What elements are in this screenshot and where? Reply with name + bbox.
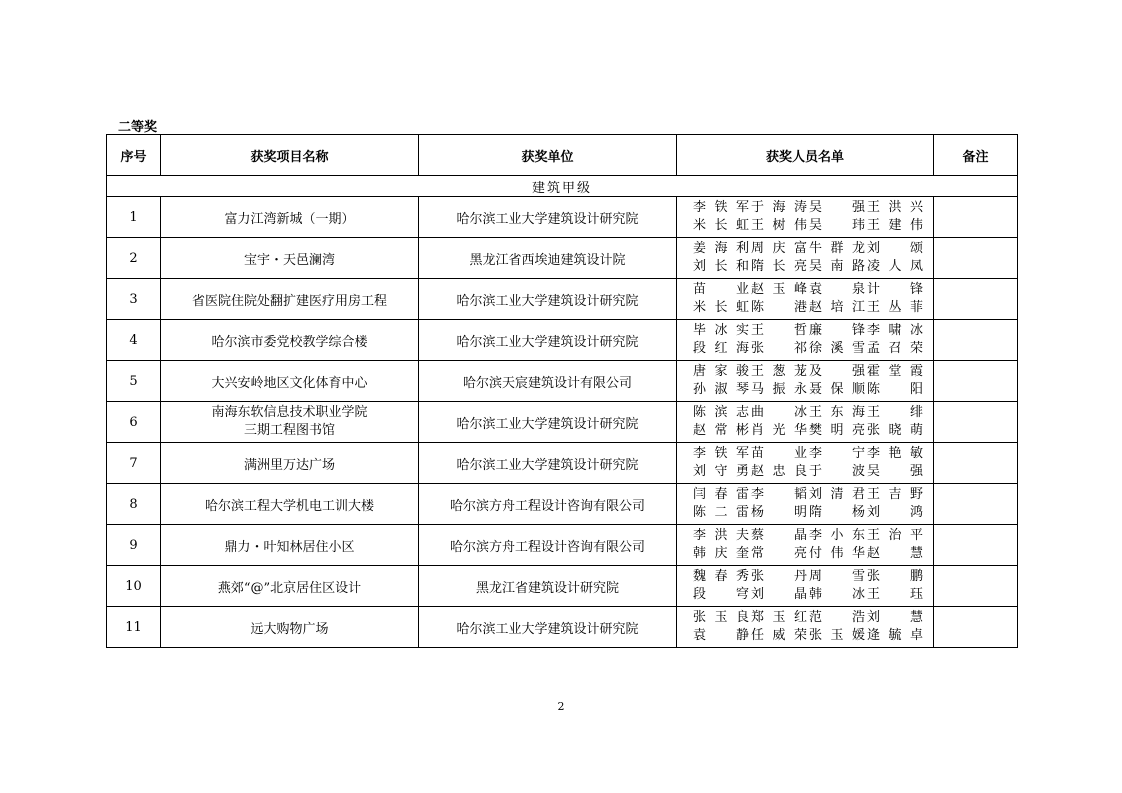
row-index: 6 bbox=[107, 402, 161, 443]
person-name: 李铁军 bbox=[693, 200, 749, 215]
person-name: 赵 慧 bbox=[867, 546, 923, 561]
person-name: 苗 业 bbox=[693, 282, 749, 297]
person-name: 范 浩 bbox=[809, 610, 865, 625]
person-name: 毕冰实 bbox=[693, 323, 749, 338]
person-name: 王治平 bbox=[867, 528, 923, 543]
row-note bbox=[934, 361, 1018, 402]
table-row bbox=[107, 361, 1018, 402]
person-name: 韩 冰 bbox=[809, 587, 865, 602]
award-people bbox=[677, 197, 934, 238]
person-name: 张 丹 bbox=[751, 569, 807, 584]
table-row bbox=[107, 320, 1018, 361]
row-index: 9 bbox=[107, 525, 161, 566]
person-name: 王葱茏 bbox=[751, 364, 807, 379]
row-index: 7 bbox=[107, 443, 161, 484]
person-name: 段红海 bbox=[693, 341, 749, 356]
person-name: 马振永 bbox=[751, 382, 807, 397]
person-name: 于 波 bbox=[809, 464, 865, 479]
person-name: 李 韬 bbox=[751, 487, 807, 502]
award-people bbox=[677, 525, 934, 566]
table-row bbox=[107, 279, 1018, 320]
person-name: 王吉野 bbox=[867, 487, 923, 502]
person-name: 聂保顺 bbox=[809, 382, 865, 397]
person-name: 隋 杨 bbox=[809, 505, 865, 520]
table-header-row bbox=[107, 135, 1018, 176]
person-name: 王建伟 bbox=[867, 218, 923, 233]
row-note bbox=[934, 607, 1018, 648]
table-row bbox=[107, 197, 1018, 238]
award-unit: 哈尔滨工业大学建筑设计研究院 bbox=[419, 279, 677, 320]
person-name: 李小东 bbox=[809, 528, 865, 543]
award-unit: 哈尔滨工业大学建筑设计研究院 bbox=[419, 402, 677, 443]
header-note: 备注 bbox=[934, 135, 1018, 176]
project-name bbox=[161, 566, 419, 607]
person-name: 徐溪雪 bbox=[809, 341, 865, 356]
person-name: 于海涛 bbox=[751, 200, 807, 215]
award-unit: 黑龙江省建筑设计研究院 bbox=[419, 566, 677, 607]
row-note bbox=[934, 566, 1018, 607]
award-unit: 哈尔滨工业大学建筑设计研究院 bbox=[419, 320, 677, 361]
project-name bbox=[161, 320, 419, 361]
person-name: 袁 静 bbox=[693, 628, 749, 643]
award-people bbox=[677, 361, 934, 402]
person-name: 逄毓卓 bbox=[867, 628, 923, 643]
person-name: 张 鹏 bbox=[867, 569, 923, 584]
award-unit: 哈尔滨工业大学建筑设计研究院 bbox=[419, 197, 677, 238]
table-row bbox=[107, 238, 1018, 279]
person-name: 魏春秀 bbox=[693, 569, 749, 584]
person-name: 王 哲 bbox=[751, 323, 807, 338]
section-heading: 二等奖 bbox=[118, 120, 158, 135]
header-index: 序号 bbox=[107, 135, 161, 176]
person-name: 计 锋 bbox=[867, 282, 923, 297]
person-name: 王 珏 bbox=[867, 587, 923, 602]
project-name-line: 远大购物广场 bbox=[250, 621, 329, 637]
table-row bbox=[107, 607, 1018, 648]
table-row bbox=[107, 525, 1018, 566]
person-name: 刘 慧 bbox=[867, 610, 923, 625]
row-index: 3 bbox=[107, 279, 161, 320]
award-unit: 哈尔滨天宸建筑设计有限公司 bbox=[419, 361, 677, 402]
person-name: 凌人凤 bbox=[867, 259, 923, 274]
person-name: 刘 鸿 bbox=[867, 505, 923, 520]
person-name: 赵玉峰 bbox=[751, 282, 807, 297]
row-index: 2 bbox=[107, 238, 161, 279]
person-name: 唐家骏 bbox=[693, 364, 749, 379]
person-name: 王丛菲 bbox=[867, 300, 923, 315]
project-name bbox=[161, 361, 419, 402]
person-name: 付伟华 bbox=[809, 546, 865, 561]
person-name: 吴 玮 bbox=[809, 218, 865, 233]
person-name: 常 亮 bbox=[751, 546, 807, 561]
row-index: 11 bbox=[107, 607, 161, 648]
person-name: 刘 颂 bbox=[867, 241, 923, 256]
award-people bbox=[677, 402, 934, 443]
person-name: 闫春雷 bbox=[693, 487, 749, 502]
award-people bbox=[677, 320, 934, 361]
project-name bbox=[161, 279, 419, 320]
person-name: 周 雪 bbox=[809, 569, 865, 584]
person-name: 刘守勇 bbox=[693, 464, 749, 479]
table-row bbox=[107, 566, 1018, 607]
person-name: 吴 强 bbox=[867, 464, 923, 479]
award-unit: 哈尔滨方舟工程设计咨询有限公司 bbox=[419, 484, 677, 525]
award-unit: 哈尔滨工业大学建筑设计研究院 bbox=[419, 607, 677, 648]
person-name: 刘 晶 bbox=[751, 587, 807, 602]
person-name: 廉 锋 bbox=[809, 323, 865, 338]
award-unit: 哈尔滨方舟工程设计咨询有限公司 bbox=[419, 525, 677, 566]
category-label: 建筑甲级 bbox=[107, 176, 1018, 197]
person-name: 李啸冰 bbox=[867, 323, 923, 338]
person-name: 杨 明 bbox=[751, 505, 807, 520]
row-note bbox=[934, 197, 1018, 238]
person-name: 陈 港 bbox=[751, 300, 807, 315]
project-name-line: 哈尔滨市委党校教学综合楼 bbox=[211, 334, 368, 350]
person-name: 王洪兴 bbox=[867, 200, 923, 215]
person-name: 孙淑琴 bbox=[693, 382, 749, 397]
row-index: 4 bbox=[107, 320, 161, 361]
award-unit: 哈尔滨工业大学建筑设计研究院 bbox=[419, 443, 677, 484]
person-name: 陈滨志 bbox=[693, 405, 749, 420]
person-name: 王树伟 bbox=[751, 218, 807, 233]
row-note bbox=[934, 238, 1018, 279]
person-name: 陈 阳 bbox=[867, 382, 923, 397]
person-name: 吴南路 bbox=[809, 259, 865, 274]
table-row bbox=[107, 402, 1018, 443]
person-name: 赵常彬 bbox=[693, 423, 749, 438]
person-name: 吴 强 bbox=[809, 200, 865, 215]
award-people bbox=[677, 484, 934, 525]
person-name: 米长虹 bbox=[693, 218, 749, 233]
person-name: 王 绯 bbox=[867, 405, 923, 420]
row-index: 1 bbox=[107, 197, 161, 238]
person-name: 任威荣 bbox=[751, 628, 807, 643]
row-note bbox=[934, 402, 1018, 443]
project-name-line: 宝宇・天邑澜湾 bbox=[243, 252, 335, 268]
project-name bbox=[161, 443, 419, 484]
row-note bbox=[934, 320, 1018, 361]
project-name-line: 富力江湾新城（一期） bbox=[224, 211, 355, 227]
award-people bbox=[677, 238, 934, 279]
project-name-line: 满洲里万达广场 bbox=[243, 457, 335, 473]
row-note bbox=[934, 443, 1018, 484]
person-name: 霍堂霞 bbox=[867, 364, 923, 379]
person-name: 李洪夫 bbox=[693, 528, 749, 543]
person-name: 刘长和 bbox=[693, 259, 749, 274]
person-name: 赵忠良 bbox=[751, 464, 807, 479]
person-name: 张 祁 bbox=[751, 341, 807, 356]
person-name: 苗 业 bbox=[751, 446, 807, 461]
project-name bbox=[161, 197, 419, 238]
person-name: 刘清君 bbox=[809, 487, 865, 502]
person-name: 陈二雷 bbox=[693, 505, 749, 520]
award-unit: 黑龙江省西埃迪建筑设计院 bbox=[419, 238, 677, 279]
award-people bbox=[677, 566, 934, 607]
row-note bbox=[934, 279, 1018, 320]
person-name: 李 宁 bbox=[809, 446, 865, 461]
project-name bbox=[161, 525, 419, 566]
project-name bbox=[161, 402, 419, 443]
person-name: 袁 泉 bbox=[809, 282, 865, 297]
project-name bbox=[161, 607, 419, 648]
project-name-line: 鼎力・叶知林居住小区 bbox=[224, 539, 355, 555]
person-name: 张玉良 bbox=[693, 610, 749, 625]
row-note bbox=[934, 484, 1018, 525]
award-people bbox=[677, 443, 934, 484]
person-name: 韩庆奎 bbox=[693, 546, 749, 561]
header-people: 获奖人员名单 bbox=[677, 135, 934, 176]
row-index: 10 bbox=[107, 566, 161, 607]
project-name-line: 南海东软信息技术职业学院 bbox=[211, 405, 368, 420]
row-index: 8 bbox=[107, 484, 161, 525]
row-index: 5 bbox=[107, 361, 161, 402]
table-row bbox=[107, 443, 1018, 484]
header-unit: 获奖单位 bbox=[419, 135, 677, 176]
person-name: 及 强 bbox=[809, 364, 865, 379]
person-name: 孟召荣 bbox=[867, 341, 923, 356]
project-name bbox=[161, 484, 419, 525]
person-name: 周庆富 bbox=[751, 241, 807, 256]
person-name: 蔡 晶 bbox=[751, 528, 807, 543]
person-name: 姜海利 bbox=[693, 241, 749, 256]
table-row bbox=[107, 484, 1018, 525]
person-name: 樊明亮 bbox=[809, 423, 865, 438]
person-name: 隋长亮 bbox=[751, 259, 807, 274]
person-name: 李艳敏 bbox=[867, 446, 923, 461]
person-name: 张晓萌 bbox=[867, 423, 923, 438]
person-name: 王东海 bbox=[809, 405, 865, 420]
person-name: 段 穹 bbox=[693, 587, 749, 602]
project-name-line: 三期工程图书馆 bbox=[243, 423, 335, 438]
award-people bbox=[677, 607, 934, 648]
person-name: 曲 冰 bbox=[751, 405, 807, 420]
project-name-line: 大兴安岭地区文化体育中心 bbox=[211, 375, 368, 391]
person-name: 张玉媛 bbox=[809, 628, 865, 643]
project-name bbox=[161, 238, 419, 279]
row-note bbox=[934, 525, 1018, 566]
project-name-line: 燕郊“@”北京居住区设计 bbox=[217, 580, 362, 596]
person-name: 牛群龙 bbox=[809, 241, 865, 256]
person-name: 肖光华 bbox=[751, 423, 807, 438]
header-project: 获奖项目名称 bbox=[161, 135, 419, 176]
person-name: 米长虹 bbox=[693, 300, 749, 315]
category-row bbox=[107, 176, 1018, 197]
person-name: 郑玉红 bbox=[751, 610, 807, 625]
person-name: 李铁军 bbox=[693, 446, 749, 461]
person-name: 赵培江 bbox=[809, 300, 865, 315]
project-name-line: 哈尔滨工程大学机电工训大楼 bbox=[204, 498, 374, 514]
award-people bbox=[677, 279, 934, 320]
award-table bbox=[106, 134, 1018, 648]
project-name-line: 省医院住院处翻扩建医疗用房工程 bbox=[191, 293, 387, 309]
page-number: 2 bbox=[557, 700, 565, 713]
